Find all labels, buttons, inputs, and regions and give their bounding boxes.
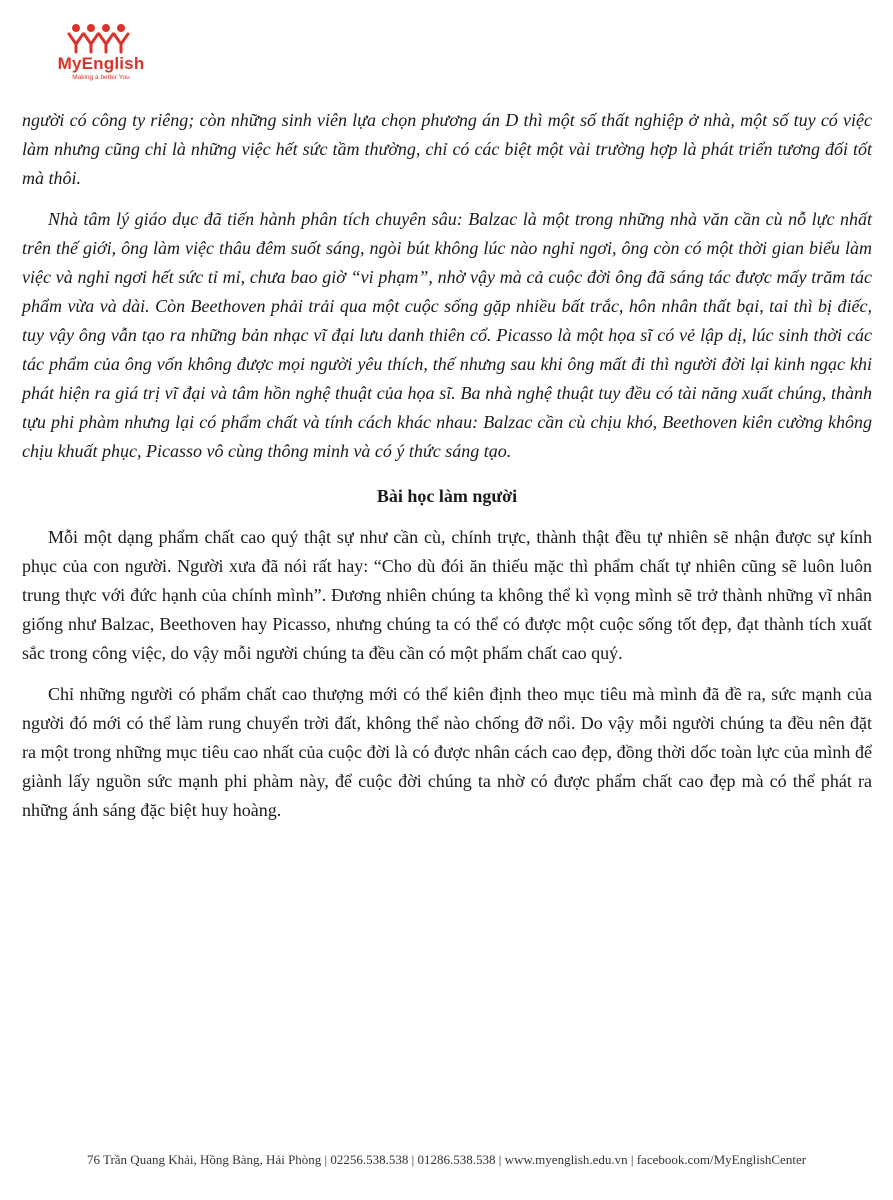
section-heading: Bài học làm người xyxy=(376,486,518,506)
brand-tagline: Making a better You xyxy=(72,74,130,81)
document-body xyxy=(22,106,872,837)
paragraph-1: người có công ty riêng; còn những sinh viên lựa chọn phương án D thì một số thất nghiệp ở nhà, một số tuy có việc làm nhưng cũng chỉ là những việc hết sức tầm thường, chỉ có các biệt một vài trường hợp là phát triển tương đối tốt mà thôi. xyxy=(22,110,872,188)
paragraph-2: Nhà tâm lý giáo dục đã tiến hành phân tích chuyên sâu: Balzac là một trong những nhà văn cần cù nỗ lực nhất trên thế giới, ông làm việc thâu đêm suốt sáng, ngòi bút không lúc nào nghỉ ngơi, ông còn có một thời gian biểu làm việc và nghỉ ngơi hết sức tỉ mỉ, chưa bao giờ “vi phạm”, nhờ vậy mà cả cuộc đời ông đã sáng tác được mấy trăm tác phẩm vừa và dài. Còn Beethoven phải trải qua một cuộc sống gặp nhiều bất trắc, hôn nhân thất bại, tai thì bị điếc, tuy vậy ông vẫn tạo ra những bản nhạc vĩ đại lưu danh thiên cổ. Picasso là một họa sĩ có vẻ lập dị, lúc sinh thời các tác phẩm của ông vốn không được mọi người yêu thích, thế nhưng sau khi ông mất đi thì người đời lại kinh ngạc khi phát hiện ra giá trị vĩ đại và tâm hồn nghệ thuật của họa sĩ. Ba nhà nghệ thuật tuy đều có tài năng xuất chúng, thành tựu phi phàm nhưng lại có phẩm chất và tính cách khác nhau: Balzac cần cù chịu khó, Beethoven kiên cường không chịu khuất phục, Picasso vô cùng thông minh và có ý thức sáng tạo. xyxy=(22,209,872,461)
paragraph-4: Chỉ những người có phẩm chất cao thượng mới có thể kiên định theo mục tiêu mà mình đã đề ra, sức mạnh của người đó mới có thể làm rung chuyển trời đất, không thể nào chống đỡ nổi. Do vậy mỗi người chúng ta đều nên đặt ra một trong những mục tiêu cao nhất của cuộc đời là có được nhân cách cao đẹp, đồng thời dốc toàn lực của mình để giành lấy nguồn sức mạnh phi phàm này, để cuộc đời chúng ta nhờ có được phẩm chất cao đẹp mà có thể phát ra những ánh sáng đặc biệt huy hoàng. xyxy=(22,684,872,820)
brand-logo xyxy=(46,22,156,92)
paragraph-3: Mỗi một dạng phẩm chất cao quý thật sự như cần cù, chính trực, thành thật đều tự nhiên sẽ nhận được sự kính phục của con người. Người xưa đã nói rất hay: “Cho dù đói ăn thiếu mặc thì phẩm chất tự nhiên cũng sẽ luôn luôn trung thực với đức hạnh của chính mình”. Đương nhiên chúng ta không thể kì vọng mình sẽ trở thành những vĩ nhân giống như Balzac, Beethoven hay Picasso, nhưng chúng ta có thể có được một cuộc sống tốt đẹp, đạt thành tích xuất sắc trong công việc, do vậy mỗi người chúng ta đều cần có một phẩm chất cao quý. xyxy=(22,527,872,663)
people-icon xyxy=(66,22,136,54)
page-footer: 76 Trần Quang Khải, Hồng Bàng, Hải Phòng | 02256.538.538 | 01286.538.538 | www.myenglish.edu.vn | facebook.com/MyEnglishCenter xyxy=(86,1152,807,1167)
brand-name: MyEnglish xyxy=(57,54,145,73)
